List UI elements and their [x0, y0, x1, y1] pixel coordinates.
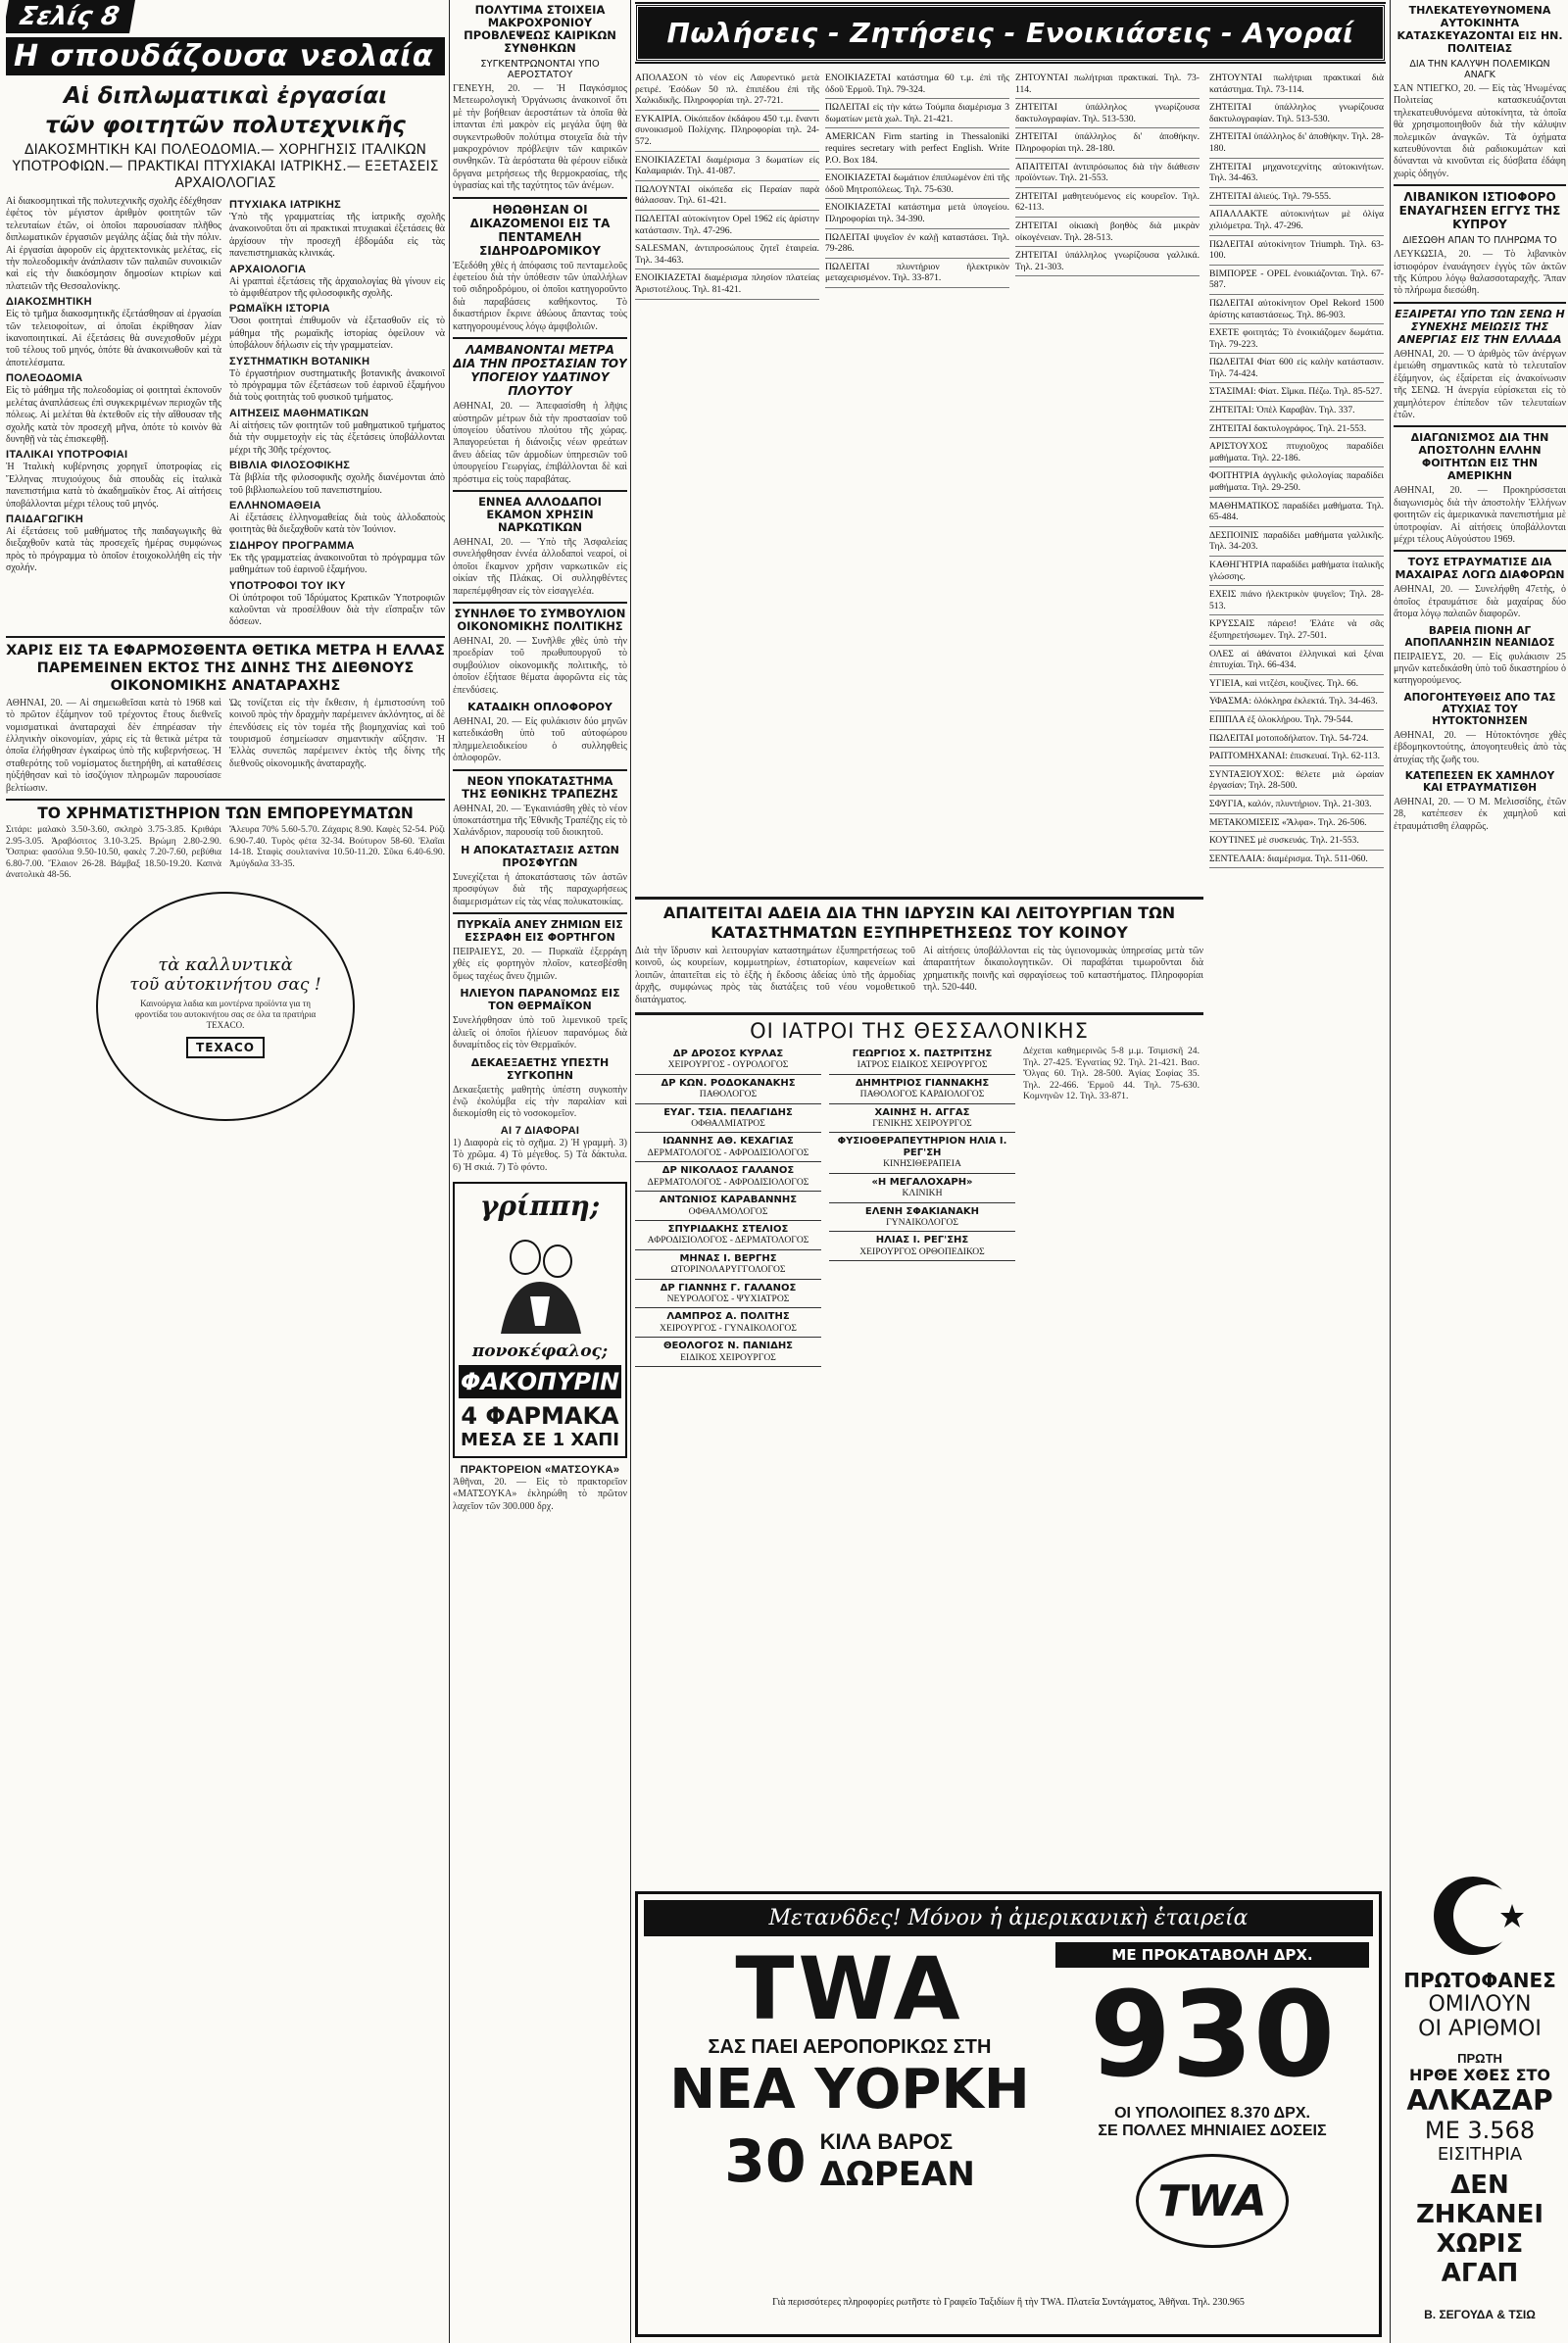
article-body: Αἱ ἐξετάσεις ἑλληνομαθείας διὰ τοὺς ἀλλοδαποὺς φοιτητὰς θὰ διεξαχθοῦν κατὰ τὸν Ἰούνιον. [229, 512, 445, 536]
article-body: Ὑπὸ τῆς γραμματείας τῆς ἰατρικῆς σχολῆς ἀνακοινοῦται ὅτι αἱ πρακτικαὶ πτυχιακαὶ ἐξετάσεις θὰ ἀρχίσουν τὴν προσεχῆ ἑβδομάδα εἰς τὰς πανεπιστημιακὰς κλινικάς. [229, 212, 445, 260]
doctor-listing [635, 1192, 821, 1221]
article-body: 1) Διαφορὰ εἰς τὸ σχῆμα. 2) Ἡ γραμμὴ. 3) Τὸ χρῶμα. 4) Τὸ μέγεθος. 5) Τὰ δάκτυλα. 6) Ἡ σκιά. 7) Τὸ φόντο. [453, 1137, 627, 1173]
headline: ΠΟΛΥΤΙΜΑ ΣΤΟΙΧΕΙΑ ΜΑΚΡΟΧΡΟΝΙΟΥ ΠΡΟΒΛΕΨΕΩΣ ΚΑΙΡΙΚΩΝ ΣΥΝΘΗΚΩΝ [464, 3, 616, 55]
ad-line: ΗΡΘΕ ΧΘΕΣ ΣΤΟ [1408, 2066, 1551, 2084]
article-body: ΑΘΗΝΑΙ, 20. — Ὑπὸ τῆς Ἀσφαλείας συνελήφθησαν ἐννέα ἀλλοδαποὶ νεαροί, οἱ ὁποῖοι ἔκαμνον χρῆσιν ναρκωτικῶν εἰς οἰκίαν τῆς Πλάκας. Οἱ συλληφθέντες παρεπέμφθησαν εἰς τὸν εἰσαγγελέα. [453, 536, 627, 597]
ad-title-2: ΟΜΙΛΟΥΝ [1428, 1992, 1532, 2017]
column-rule [449, 0, 450, 2343]
classified-ad: ΑΠΟΛΑΣΟΝ τὸ νέον εἰς Λαυρεντικό μετὰ ρετιρέ. Ἐσόδων 50 πλ. ἐπιπέδου ἐπὶ τῆς Χαλκιδικῆς. Πληροφορίαι τηλ. 27-721. [635, 70, 819, 111]
headline: ΤΗΛΕΚΑΤΕΥΘΥΝΟΜΕΝΑ ΑΥΤΟΚΙΝΗΤΑ ΚΑΤΑΣΚΕΥΑΖΟΝΤΑΙ ΕΙΣ ΗΝ. ΠΟΛΙΤΕΙΑΣ [1396, 4, 1563, 55]
doctor-listing [635, 1221, 821, 1250]
article-body: Ὅσοι φοιτηταὶ ἐπιθυμοῦν νὰ ἐξετασθοῦν εἰς τὸ μάθημα τῆς ρωμαϊκῆς ἱστορίας ὀφείλουν νὰ ὑποβάλουν δήλωσιν εἰς τὴν γραμματείαν. [229, 316, 445, 352]
doctor-specialty: ΧΕΙΡΟΥΡΓΟΣ - ΟΥΡΟΛΟΓΟΣ [667, 1059, 789, 1071]
doctor-name: ΕΛΕΝΗ ΣΦΑΚΙΑΝΑΚΗ [864, 1205, 980, 1217]
doctor-name: ΜΗΝΑΣ Ι. ΒΕΡΓΗΣ [679, 1252, 777, 1264]
ad-title: γρίππη; [479, 1189, 601, 1222]
classified-ad: ΟΛΕΣ αἱ ἀθάνατοι ἑλληνικαὶ καὶ ξέναι ἐπιτυχίαι. Τηλ. 66-434. [1209, 646, 1384, 675]
ad-footer: Β. ΣΕΓΟΥΔΑ & ΤΣΙΩ [1424, 2308, 1536, 2321]
doctor-name: ΗΛΙΑΣ Ι. ΡΕΓ'ΣΗΣ [875, 1235, 969, 1246]
classified-ad: ΣΦΥΓΙΑ, καλόν, πλυντήριον. Τηλ. 21-303. [1209, 796, 1384, 814]
doctor-name: ΔΡ ΓΙΑΝΝΗΣ Γ. ΓΑΛΑΝΟΣ [660, 1282, 797, 1294]
article-column-1 [6, 196, 221, 632]
doctor-listing [829, 1203, 1015, 1233]
classified-ad: ΖΗΤΕΙΤΑΙ ὑπάλληλος δι' ἀποθήκην. Τηλ. 28-180. [1209, 128, 1384, 158]
headline-deck: ΣΥΓΚΕΝΤΡΩΝΟΝΤΑΙ ΥΠΟ ΑΕΡΟΣΤΑΤΟΥ [480, 59, 600, 80]
classifieds-section [635, 0, 1386, 2343]
subheading: ΒΙΒΛΙΑ ΦΙΛΟΣΟΦΙΚΗΣ [229, 460, 351, 472]
classified-ad: ΡΑΠΤΟΜΗΧΑΝΑΙ: ἐπισκευαί. Τηλ. 62-113. [1209, 748, 1384, 766]
subheading: ΡΩΜΑΪΚΗ ΙΣΤΟΡΙΑ [229, 303, 330, 316]
classified-column [1015, 70, 1200, 893]
article-body: Συνεχίζεται ἡ ἀποκατάστασις τῶν ἀστῶν προσφύγων διὰ τῆς παραχωρήσεως διαμερισμάτων εἰς τὰς νέας πολυκατοικίας. [453, 871, 627, 907]
divider [453, 912, 627, 914]
article-body: Ἐξεδόθη χθὲς ἡ ἀπόφασις τοῦ πενταμελοῦς ἐφετείου διὰ τὴν ὑπόθεσιν τῶν ὑπαλλήλων τοῦ σιδηροδρόμου, οἱ ὁποῖοι κατηγοροῦντο διὰ παραβάσεις καθήκοντος. Τὸ δικαστήριον ἔκρινε ἀθώους ἅπαντας τοὺς κατηγορουμένους λόγῳ ἀμφιβολιῶν. [453, 260, 627, 332]
article-body: Ὡς τονίζεται εἰς τὴν ἔκθεσιν, ἡ ἐμπιστοσύνη τοῦ κοινοῦ πρὸς τὴν δραχμὴν παρέμεινεν ἀκλόνητος, αἱ δὲ ἐπενδύσεις εἰς τὸν τομέα τῆς βιομηχανίας καὶ τοῦ τουρισμοῦ ἐσημείωσαν σημαντικὴν αὔξησιν. Ἡ Ἑλλὰς συνεπῶς παρέμεινεν ἐκτὸς τῆς δίνης τῆς διεθνοῦς οἰκονομικῆς ἀναταραχῆς. [229, 697, 445, 769]
article-body: Ἡ Ἰταλικὴ κυβέρνησις χορηγεῖ ὑποτροφίας εἰς Ἕλληνας πτυχιούχους διὰ σπουδὰς εἰς ἰταλικὰ πανεπιστήμια κατὰ τὸ ἀκαδημαϊκὸν ἔτος. Αἱ αἰτήσεις ὑποβάλλονται μέχρι τέλους τοῦ μηνός. [6, 462, 221, 510]
twa-globe-logo: TWA [1136, 2154, 1289, 2248]
article-body: ΑΘΗΝΑΙ, 20. — Ὁ Μ. Μελισσίδης, ἐτῶν 28, κατέπεσεν ἐκ χαμηλοῦ καὶ ἐτραυμάτισθη ἐλαφρῶς. [1394, 797, 1566, 832]
doctor-specialty: ΩΤΟΡΙΝΟΛΑΡΥΓΓΟΛΟΓΟΣ [670, 1264, 786, 1276]
deposit-price: 930 [1089, 1968, 1336, 2104]
classified-ad: ΖΗΤΕΙΤΑΙ ὑπάλληλος γνωρίζουσα δακτυλογραφίαν. Τηλ. 513-530. [1015, 99, 1200, 128]
classified-ad: ΑΠΑΙΤΕΙΤΑΙ ἀντιπρόσωπος διὰ τὴν διάθεσιν προϊόντων. Τηλ. 21-553. [1015, 159, 1200, 188]
installments-line-2: ΣΕ ΠΟΛΛΕΣ ΜΗΝΙΑΙΕΣ ΔΟΣΕΙΣ [1098, 2123, 1327, 2139]
page-number: Σελίς 8 [6, 0, 135, 33]
ad-title: τὰ καλλυντικὰ [158, 953, 293, 975]
article-body: Τὰ βιβλία τῆς φιλοσοφικῆς σχολῆς διανέμονται ἀπὸ τοῦ βιβλιοπωλείου τοῦ πανεπιστημίου. [229, 472, 445, 496]
classified-ad: ΠΩΛΕΙΤΑΙ ψυγεῖον ἐν καλῇ καταστάσει. Τηλ. 79-286. [825, 229, 1009, 259]
divider [1394, 184, 1566, 186]
classified-ad: ΜΕΤΑΚΟΜΙΣΕΙΣ «Ἄλφα». Τηλ. 26-506. [1209, 814, 1384, 833]
doctor-specialty: ΟΦΘΑΛΜΟΛΟΓΟΣ [688, 1205, 768, 1217]
baggage-kilos: 30 [724, 2127, 807, 2196]
subheading: ΠΤΥΧΙΑΚΑ ΙΑΤΡΙΚΗΣ [229, 199, 342, 211]
doctor-specialty: ΓΥΝΑΙΚΟΛΟΓΟΣ [886, 1216, 958, 1228]
article-body: Δεκαεξαετὴς μαθητὴς ὑπέστη συγκοπὴν ἐνῷ ἐκολύμβα εἰς τὴν παραλίαν καὶ διεκομίσθη εἰς τὸ νοσοκομεῖον. [453, 1084, 627, 1120]
subheading: ΑΙ 7 ΔΙΑΦΟΡΑΙ [500, 1124, 580, 1137]
classified-ad: ΖΗΤΟΥΝΤΑΙ πωλήτριαι πρακτικαί. Τηλ. 73-114. [1015, 70, 1200, 99]
subheading: ΣΙΔΗΡΟΥ ΠΡΟΓΡΑΜΜΑ [229, 539, 355, 552]
headline: ΗΛΙΕΥΟΝ ΠΑΡΑΝΟΜΩΣ ΕΙΣ ΤΟΝ ΘΕΡΜΑΪΚΟΝ [460, 987, 620, 1013]
article-body: ΑΘΗΝΑΙ, 20. — Ἐγκαινιάσθη χθὲς τὸ νέον ὑποκατάστημα τῆς Ἐθνικῆς Τραπέζης εἰς τὸ Χαλάνδριον, παρουσίᾳ τοῦ διοικητοῦ. [453, 803, 627, 839]
headline: ΧΑΡΙΣ ΕΙΣ ΤΑ ΕΦΑΡΜΟΣΘΕΝΤΑ ΘΕΤΙΚΑ ΜΕΤΡΑ Η ΕΛΛΑΣ ΠΑΡΕΜΕΙΝΕΝ ΕΚΤΟΣ ΤΗΣ ΔΙΝΗΣ ΤΗΣ ΔΙΕΘΝΟΥΣ ΟΙΚΟΝΟΜΙΚΗΣ ΑΝΑΤΑΡΑΧΗΣ [6, 642, 445, 694]
classified-column [635, 70, 819, 893]
news-column [453, 0, 627, 2343]
classified-ad: ΖΗΤΟΥΝΤΑΙ πωλήτριαι πρακτικαί διὰ κατάστημα. Τηλ. 73-114. [1209, 70, 1384, 99]
doctor-listing [635, 1250, 821, 1280]
divider [6, 799, 445, 801]
article-body: ΑΘΗΝΑΙ, 20. — Ὁ ἀριθμὸς τῶν ἀνέργων ἐμειώθη σημαντικῶς κατὰ τὸ τελευταῖον ἑξάμηνον, ὡς ἐξαίρεται εἰς ἀνακοίνωσιν τῆς ΣΕΝΩ. Ἡ ἀνεργία εὑρίσκεται εἰς τὸ χαμηλότερον ἐπίπεδον τῶν τελευταίων ἐτῶν. [1394, 348, 1566, 420]
classified-ad: ΚΑΘΗΓΗΤΡΙΑ παραδίδει μαθήματα ἰταλικῆς γλώσσης. [1209, 557, 1384, 586]
headline: ΒΑΡΕΙΑ ΠΙΟΝΗ ΑΓ ΑΠΟΠΛΑΝΗΣΙΝ ΝΕΑΝΙΔΟΣ [1404, 624, 1555, 649]
doctor-name: ΣΠΥΡΙΔΑΚΗΣ ΣΤΕΛΙΟΣ [667, 1223, 789, 1235]
classified-ad: ΜΑΘΗΜΑΤΙΚΟΣ παραδίδει μαθήματα. Τηλ. 65-484. [1209, 498, 1384, 527]
ad-tagline: Μεταν6δες! Μόνον ἡ ἀμερικανικὴ ἑταιρεία [644, 1900, 1373, 1936]
doctor-name: ΓΕΩΡΓΙΟΣ Χ. ΠΑΣΤΡΙΤΣΗΣ [852, 1049, 993, 1060]
student-section [6, 0, 445, 2343]
classified-ad: ΕΧΕΙΣ πιάνο ἠλεκτρικὸν ψυγεῖον; Τηλ. 28-513. [1209, 586, 1384, 615]
doctor-listing [829, 1133, 1015, 1173]
classified-ad: ΠΩΛΕΙΤΑΙ αὐτοκίνητον Opel 1962 εἰς ἀρίστην κατάστασιν. Τηλ. 47-296. [635, 211, 819, 240]
doctors-directory [635, 1046, 1203, 1367]
classified-ad: ΣΕΝΤΕΛΑΙΑ: διαμέρισμα. Τηλ. 511-060. [1209, 851, 1384, 869]
doctor-listing [635, 1162, 821, 1192]
doctor-listing [829, 1104, 1015, 1134]
ad-claim: 4 ΦΑΡΜΑΚΑ [461, 1401, 619, 1430]
doctors-directory-title: ΟΙ ΙΑΤΡΟΙ ΤΗΣ ΘΕΣΣΑΛΟΝΙΚΗΣ [750, 1019, 1089, 1044]
doctor-name: ΔΗΜΗΤΡΙΟΣ ΓΙΑΝΝΑΚΗΣ [855, 1077, 990, 1089]
doctor-specialty: ΔΕΡΜΑΤΟΛΟΓΟΣ - ΑΦΡΟΔΙΣΙΟΛΟΓΟΣ [647, 1176, 809, 1188]
ad-tagline: πονοκέφαλος; [471, 1341, 609, 1361]
headline: ΠΥΡΚΑΪΑ ΑΝΕΥ ΖΗΜΙΩΝ ΕΙΣ ΕΣΣΡΑΦΗ ΕΙΣ ΦΟΡΤΗΓΟΝ [457, 918, 623, 945]
article-body: ΑΘΗΝΑΙ, 20. — Συνελήφθη 47ετὴς, ὁ ὁποῖος ἐτραυμάτισε διὰ μαχαίρας δύο ἄτομα λόγῳ παλαιῶν διαφορῶν. [1394, 584, 1566, 620]
film-title: ΔΕΝ ΖΗΚΑΝΕΙ [1415, 2171, 1544, 2229]
divider [453, 337, 627, 339]
headline-deck: ΔΙΕΣΩΘΗ ΑΠΑΝ ΤΟ ΠΛΗΡΩΜΑ ΤΟ [1402, 235, 1557, 247]
article-body: Διὰ τὴν ἵδρυσιν καὶ λειτουργίαν καταστημάτων ἐξυπηρετήσεως τοῦ κοινοῦ, ὡς κουρείων, κομμωτηρίων, ἐστιατορίων, καφενείων καὶ λοιπῶν, ἀπαιτεῖται εἰς τὸ ἑξῆς ἡ ἔκδοσις ἀδείας ὑπὸ τῆς ἁρμοδίας ἀρχῆς, συμφώνως πρὸς τὰς διατάξεις τοῦ νέου νομοθετικοῦ διατάγματος. [635, 946, 915, 1005]
article-license [635, 946, 1203, 1006]
headline-line-2: τῶν φοιτητῶν πολυτεχνικῆς [45, 113, 406, 138]
article-body: ΑΘΗΝΑΙ, 20. — Προκηρύσσεται διαγωνισμὸς διὰ τὴν ἀποστολὴν Ἑλλήνων φοιτητῶν εἰς ἀμερικανικὰ πανεπιστήμια μὲ ὑποτροφίαν. Αἱ αἰτήσεις ὑποβάλλονται μέχρι τέλους Αὐγούστου 1969. [1394, 485, 1566, 545]
article-body: ΑΘΗΝΑΙ, 20. — Συνῆλθε χθὲς ὑπὸ τὴν προεδρίαν τοῦ πρωθυπουργοῦ τὸ συμβούλιον οἰκονομικῆς πολιτικῆς, τὸ ὁποῖον ἐξήτασε θέματα ἀφορῶντα εἰς τὰς ἐπενδύσεις. [453, 635, 627, 696]
classified-ad: ΠΩΛΟΥΝΤΑΙ οἰκόπεδα εἰς Περαίαν παρὰ θάλασσαν. Τηλ. 61-421. [635, 181, 819, 211]
doctor-name: ΦΥΣΙΟΘΕΡΑΠΕΥΤΗΡΙΟΝ ΗΛΙΑ Ι. ΡΕΓ'ΣΗ [837, 1136, 1007, 1158]
article-body: Αἱ ἐξετάσεις τοῦ μαθήματος τῆς παιδαγωγικῆς θὰ διεξαχθοῦν κατὰ τὰς προσεχεῖς ἡμέρας συμφώνως πρὸς τὸ πρόγραμμα τὸ ὁποῖον ἐτοιχοκολλήθη εἰς τὴν σχολήν. [6, 525, 221, 574]
doctor-specialty: ΠΑΘΟΛΟΓΟΣ [699, 1089, 758, 1100]
classified-ad: ΠΩΛΕΙΤΑΙ αὐτοκίνητον Triumph. Τηλ. 63-100. [1209, 236, 1384, 266]
baggage-label: ΚΙΛΑ ΒΑΡΟΣ [819, 2129, 954, 2154]
section-title: Η σπουδάζουσα νεολαία [6, 37, 445, 75]
divider [6, 636, 445, 638]
article-body: ΑΘΗΝΑΙ, 20. — Αἱ σημειωθεῖσαι κατὰ τὸ 1968 καὶ τὸ πρῶτον ἑξάμηνον τοῦ τρέχοντος ἔτους διεθνεῖς νομισματικαὶ ἀναταραχαὶ δὲν ἐπηρέασαν τὴν ἑλληνικὴν οἰκονομίαν, χάρις εἰς τὰ θετικὰ μέτρα τὰ ὁποῖα ἐλήφθησαν ἐγκαίρως ὑπὸ τῆς κυβερνήσεως. Ἡ σταθερότης τοῦ νομίσματος διετηρήθη, αἱ καταθέσεις ηὐξήθησαν καὶ τὸ ἰσοζύγιον πληρωμῶν παρουσίασε βελτίωσιν. [6, 697, 221, 794]
doctor-listing [829, 1075, 1015, 1104]
divider [1394, 425, 1566, 427]
article-body: ΣΑΝ ΝΤΙΕΓΚΟ, 20. — Εἰς τὰς Ἡνωμένας Πολιτείας κατασκευάζονται τηλεκατευθυνόμενα αὐτοκίνητα, τὰ ὁποῖα θὰ χρησιμοποιηθοῦν διὰ τὴν κάλυψιν πολεμικῶν ἀναγκῶν. Τὰ ὀχήματα κατευθύνονται διὰ ραδιοκυμάτων καὶ δύνανται νὰ κινοῦνται εἰς δύσβατα ἐδάφη χωρὶς ὁδηγόν. [1394, 83, 1566, 179]
doctor-specialty: ΚΛΙΝΙΚΗ [902, 1188, 943, 1199]
article-body: Εἰς τὸ μάθημα τῆς πολεοδομίας οἱ φοιτηταὶ ἐκπονοῦν μελέτας ἀναπλάσεως ἐπὶ συγκεκριμένων περιοχῶν τῆς πόλεως. Αἱ μελέται θὰ ἐκτεθοῦν εἰς τὴν αἴθουσαν τῆς σχολῆς κατὰ τὸν προσεχῆ μῆνα, ὁπότε τὸ κοινὸν θὰ δυνηθῇ νὰ τὰς ἐπισκεφθῇ. [6, 385, 221, 445]
headline: ΔΙΑΓΩΝΙΣΜΟΣ ΔΙΑ ΤΗΝ ΑΠΟΣΤΟΛΗΝ ΕΛΛΗΝ ΦΟΙΤΗΤΩΝ ΕΙΣ ΤΗΝ ΑΜΕΡΙΚΗΝ [1410, 431, 1549, 483]
classified-ad: ΖΗΤΕΙΤΑΙ μαθητευόμενος εἰς κουρεῖον. Τηλ. 62-113. [1015, 188, 1200, 218]
sick-couple-illustration [481, 1228, 599, 1336]
divider [453, 197, 627, 199]
ticket-count: ΜΕ 3.568 [1424, 2117, 1536, 2144]
article-body: Σιτάρι: μαλακὸ 3.50-3.60, σκληρὸ 3.75-3.85. Κριθάρι 2.95-3.05. Ἀραβόσιτος 3.10-3.25. Βρώμη 2.80-2.90. Ὄσπρια: φασόλια 9.50-10.50, φακὲς 7.20-7.60, ρεβύθια 6.80-7.00. Ἔλαιον 26-28. Βάμβαξ 18.50-19.20. Καπνὰ ἀνατολικὰ 48-56. [6, 825, 221, 881]
article-body: ΑΘΗΝΑΙ, 20. — Ηὐτοκτόνησε χθὲς ἑβδομηκοντούτης, ἀπογοητευθεὶς ἀπὸ τὰς ἀτυχίας τῆς ζωῆς του. [1394, 729, 1566, 765]
doctor-name: ΙΩΑΝΝΗΣ ΑΘ. ΚΕΧΑΓΙΑΣ [662, 1136, 794, 1147]
article-body: Αἱ γραπταὶ ἐξετάσεις τῆς ἀρχαιολογίας θὰ γίνουν εἰς τὸ ἀμφιθέατρον τῆς φιλοσοφικῆς σχολῆς. [229, 275, 445, 300]
headline: ΕΝΝΕΑ ΑΛΛΟΔΑΠΟΙ ΕΚΑΜΟΝ ΧΡΗΣΙΝ ΝΑΡΚΩΤΙΚΩΝ [478, 494, 602, 534]
divider [453, 769, 627, 771]
doctor-specialty: ΙΑΤΡΟΣ ΕΙΔΙΚΟΣ ΧΕΙΡΟΥΡΓΟΣ [857, 1059, 988, 1071]
headline: ΛΙΒΑΝΙΚΟΝ ΙΣΤΙΟΦΟΡΟ ΕΝΑΥΑΓΗΣΕΝ ΕΓΓΥΣ ΤΗΣ ΚΥΠΡΟΥ [1398, 190, 1561, 232]
crescent-star-icon [1426, 1867, 1534, 1965]
classified-ads-grid [635, 70, 1203, 893]
doctors-list-right [829, 1046, 1015, 1367]
headline: ΑΠΑΙΤΕΙΤΑΙ ΑΔΕΙΑ ΔΙΑ ΤΗΝ ΙΔΡΥΣΙΝ ΚΑΙ ΛΕΙΤΟΥΡΓΙΑΝ ΤΩΝ ΚΑΤΑΣΤΗΜΑΤΩΝ ΕΞΥΠΗΡΕΤΗΣΕΩΣ ΤΟΥ ΚΟΙΝΟΥ [662, 903, 1176, 942]
ad-footer: Γιὰ περισσότερες πληροφορίες ρωτῆστε τὸ Γραφεῖο Ταξιδίων ἢ τὴν TWA. Πλατεῖα Συντάγματος, Ἀθῆναι. Τηλ. 230.965 [772, 2297, 1245, 2308]
subheading: ΣΥΣΤΗΜΑΤΙΚΗ ΒΟΤΑΝΙΚΗ [229, 355, 370, 367]
doctor-name: «Η ΜΕΓΑΛΟΧΑΡΗ» [871, 1176, 973, 1188]
divider [635, 897, 1203, 900]
classified-ad: ΖΗΤΕΙΤΑΙ ὑπάλληλος δι' ἀποθήκην. Πληροφορίαι τηλ. 28-180. [1015, 128, 1200, 158]
article-body: Ἄλευρα 70% 5.60-5.70. Ζάχαρις 8.90. Καφὲς 52-54. Ρύζι 6.90-7.40. Τυρὸς φέτα 32-34. Βούτυρον 58-60. Ἐλαῖαι 14-18. Σταφὶς σουλτανίνα 10.50-11.20. Σῦκα 6.40-6.90. Ἀμύγδαλα 33-35. [229, 825, 445, 869]
article-body: ΠΕΙΡΑΙΕΥΣ, 20. — Εἰς φυλάκισιν 25 μηνῶν κατεδικάσθη ὑπὸ τοῦ δικαστηρίου ὁ κατηγορούμενος. [1394, 651, 1566, 687]
subheading: ΙΤΑΛΙΚΑΙ ΥΠΟΤΡΟΦΙΑΙ [6, 449, 128, 462]
classified-ad: ΠΩΛΕΙΤΑΙ εἰς τὴν κάτω Τούμπα διαμέρισμα 3 δωματίων μετὰ χωλ. Τηλ. 21-421. [825, 99, 1009, 128]
classified-ad: ΖΗΤΕΙΤΑΙ μηχανοτεχνίτης αὐτοκινήτων. Τηλ. 34-463. [1209, 159, 1384, 188]
article-body: Ἀθῆναι, 20. — Εἰς τὸ πρακτορεῖον «ΜΑΤΣΟΥΚΑ» ἐκληρώθη τὸ πρῶτον λαχεῖον τῶν 300.000 δρχ. [453, 1476, 627, 1512]
classified-ad: ΕΝΟΙΚΙΑΖΕΤΑΙ δωμάτιον ἐπιπλωμένον ἐπὶ τῆς ὁδοῦ Μητροπόλεως. Τηλ. 75-630. [825, 170, 1009, 199]
classified-ad: ΖΗΤΕΙΤΑΙ ἀλιεύς. Τηλ. 79-555. [1209, 188, 1384, 207]
doctor-name: ΔΡ ΚΩΝ. ΡΟΔΟΚΑΝΑΚΗΣ [661, 1077, 796, 1089]
doctor-listing [829, 1232, 1015, 1261]
classified-ad: ΕΠΙΠΛΑ ἐξ ὁλοκλήρου. Τηλ. 79-544. [1209, 711, 1384, 730]
classified-ad: ΕΝΟΙΚΙΑΖΕΤΑΙ κατάστημα μετὰ ὑπογείου. Πληροφορίαι τηλ. 34-390. [825, 199, 1009, 228]
doctor-name: ΔΡ ΔΡΟΣΟΣ ΚΥΡΛΑΣ [672, 1049, 784, 1060]
ad-claim-2: ΜΕΣΑ ΣΕ 1 ΧΑΠΙ [461, 1429, 619, 1450]
classified-ad: ΣΤΑΣΙΜΑΙ: Φίατ. Σῖμκα. Πέζω. Τηλ. 85-527. [1209, 383, 1384, 402]
doctor-specialty: ΑΦΡΟΔΙΣΙΟΛΟΓΟΣ - ΔΕΡΜΑΤΟΛΟΓΟΣ [647, 1235, 809, 1246]
doctor-name: ΑΝΤΩΝΙΟΣ ΚΑΡΑΒΑΝΝΗΣ [659, 1195, 798, 1206]
article-body: ΑΘΗΝΑΙ, 20. — Ἀπεφασίσθη ἡ λῆψις αὐστηρῶν μέτρων διὰ τὴν προστασίαν τοῦ ὑπογείου ὑδατίνου πλούτου τῆς χώρας. Ἀπαγορεύεται ἡ διάνοιξις νέων φρεάτων ἄνευ ἀδείας τῶν ἁρμοδίων ὑπηρεσιῶν τοῦ ὑπουργείου Γεωργίας, ἐπιβάλλονται δὲ καὶ πρόστιμα εἰς τοὺς παραβάτας. [453, 401, 627, 485]
article-body: ΠΕΙΡΑΙΕΥΣ, 20. — Πυρκαϊὰ ἐξερράγη χθὲς εἰς φορτηγὸν πλοῖον, κατεσβέσθη ὅμως ταχέως ἄνευ ζημιῶν. [453, 947, 627, 982]
free-label: ΔΩΡΕΑΝ [819, 2155, 975, 2194]
doctor-listing [635, 1338, 821, 1367]
commodity-prices [6, 825, 445, 882]
classified-ad: ΔΕΣΠΟΙΝΙΣ παραδίδει μαθήματα γαλλικῆς. Τηλ. 34-203. [1209, 527, 1384, 557]
subheading: ΠΡΑΚΤΟΡΕΙΟΝ «ΜΑΤΣΟΥΚΑ» [460, 1463, 620, 1476]
headline: ΝΕΟΝ ΥΠΟΚΑΤΑΣΤΗΜΑ ΤΗΣ ΕΘΝΙΚΗΣ ΤΡΑΠΕΖΗΣ [462, 773, 618, 801]
article-economy [6, 698, 445, 795]
twa-advertisement [635, 1891, 1382, 2337]
headline-deck: ΔΙΑ ΤΗΝ ΚΑΛΥΨΗ ΠΟΛΕΜΙΚΩΝ ΑΝΑΓΚ [1409, 59, 1550, 80]
article-body: Συνελήφθησαν ὑπὸ τοῦ λιμενικοῦ τρεῖς ἁλιεῖς οἱ ὁποῖοι ἡλίευον παρανόμως διὰ δυναμίτιδος εἰς τὸν Θερμαϊκόν. [453, 1015, 627, 1051]
brand-name: ΦΑΚΟΠΥΡΙΝ [459, 1365, 621, 1398]
classified-ad: ΕΧΕΤΕ φοιτητάς; Τὸ ἐνοικιάζομεν δωμάτια. Τηλ. 79-223. [1209, 324, 1384, 354]
headline: ΤΟΥΣ ΕΤΡΑΥΜΑΤΙΣΕ ΔΙΑ ΜΑΧΑΙΡΑΣ ΛΟΓΩ ΔΙΑΦΟΡΩΝ [1395, 556, 1565, 582]
classified-ad: ΥΓΙΕΙΑ, καὶ νιτζέσι, κουζίνες. Τηλ. 66. [1209, 675, 1384, 694]
divider [1394, 302, 1566, 304]
doctor-listing [635, 1280, 821, 1309]
classified-ad: ΥΦΑΣΜΑ: ὁλόκληρα ἐκλεκτά. Τηλ. 34-463. [1209, 693, 1384, 711]
headline: Η ΑΠΟΚΑΤΑΣΤΑΣΙΣ ΑΣΤΩΝ ΠΡΟΣΦΥΓΩΝ [461, 843, 619, 869]
headline: ΛΑΜΒΑΝΟΝΤΑΙ ΜΕΤΡΑ ΔΙΑ ΤΗΝ ΠΡΟΣΤΑΣΙΑΝ ΤΟΥ ΥΠΟΓΕΙΟΥ ΥΔΑΤΙΝΟΥ ΠΛΟΥΤΟΥ [453, 343, 627, 399]
doctor-specialty: ΕΙΔΙΚΟΣ ΧΕΙΡΟΥΡΓΟΣ [680, 1351, 776, 1363]
alcazar-cinema-advertisement [1394, 1867, 1566, 2337]
classified-ad: ΕΝΟΙΚΙΑΖΕΤΑΙ διαμέρισμα 3 δωματίων εἰς Καλαμαριάν. Τηλ. 41-087. [635, 152, 819, 181]
phakopyrin-advertisement [453, 1182, 627, 1458]
classified-ad: ΖΗΤΕΙΤΑΙ δακτυλογράφος. Τηλ. 21-553. [1209, 420, 1384, 439]
ad-body: Καινούργια λαδια και μοντέρνα προϊόντα για τη φροντίδα του αυτοκινήτου σας σε όλα τα πρατήρια TEXACO. [134, 998, 317, 1030]
doctor-name: ΕΥΑΓ. ΤΣΙΑ. ΠΕΛΑΓΙΔΗΣ [663, 1106, 793, 1118]
ad-title: ΠΡΩΤΟΦΑΝΕΣ [1403, 1969, 1556, 1992]
headline: ΣΥΝΗΛΘΕ ΤΟ ΣΥΜΒΟΥΛΙΟΝ ΟΙΚΟΝΟΜΙΚΗΣ ΠΟΛΙΤΙΚΗΣ [454, 606, 626, 633]
classified-ad: ΑΡΙΣΤΟΥΧΟΣ πτυχιοῦχος παραδίδει μαθήματα. Τηλ. 22-186. [1209, 438, 1384, 467]
subheading: ΕΛΛΗΝΟΜΑΘΕΙΑ [229, 499, 321, 512]
classified-ad: SALESMAN, ἀντιπροσώπους ζητεῖ ἑταιρεία. Τηλ. 34-463. [635, 240, 819, 269]
doctor-specialty: ΔΕΡΜΑΤΟΛΟΓΟΣ - ΑΦΡΟΔΙΣΙΟΛΟΓΟΣ [647, 1147, 809, 1158]
divider [453, 602, 627, 604]
classified-ad: ΦΟΙΤΗΤΡΙΑ ἀγγλικῆς φιλολογίας παραδίδει μαθήματα. Τηλ. 29-250. [1209, 467, 1384, 497]
doctor-specialty: ΠΑΘΟΛΟΓΟΣ ΚΑΡΔΙΟΛΟΓΟΣ [859, 1089, 985, 1100]
headline: ΤΟ ΧΡΗΜΑΤΙΣΤΗΡΙΟΝ ΤΩΝ ΕΜΠΟΡΕΥΜΑΤΩΝ [37, 805, 414, 822]
right-news-column [1394, 0, 1566, 2343]
classified-ad: ΣΥΝΤΑΞΙΟΥΧΟΣ: θέλετε μιὰ ὡραίαν ἐργασίαν; Τηλ. 28-500. [1209, 766, 1384, 796]
headline: ΚΑΤΑΔΙΚΗ ΟΠΛΟΦΟΡΟΥ [467, 701, 612, 713]
doctor-name: ΛΑΜΠΡΟΣ Α. ΠΟΛΙΤΗΣ [666, 1311, 790, 1323]
cinema-name: ΑΛΚΑΖΑΡ [1406, 2084, 1553, 2117]
classified-ad: ΑΠΑΛΛΑΚΤΕ αὐτοκινήτων μὲ ὀλίγα χιλιόμετρα. Τηλ. 47-296. [1209, 206, 1384, 235]
doctor-specialty: ΓΕΝΙΚΗΣ ΧΕΙΡΟΥΡΓΟΣ [872, 1118, 972, 1130]
article-body: Δέχεται καθημερινῶς 5-8 μ.μ. Τσιμισκῆ 24. Τηλ. 27-425. Ἐγνατίας 92. Τηλ. 21-421. Βασ. Ὄλγας 60. Τηλ. 28-500. Ἀγίας Σοφίας 35. Τηλ. 22-466. Ἑρμοῦ 44. Τηλ. 75-630. Κομνηνῶν 12. Τηλ. 33-871. [1023, 1046, 1200, 1102]
doctor-specialty: ΚΙΝΗΣΙΘΕΡΑΠΕΙΑ [883, 1158, 961, 1170]
column-rule [630, 0, 631, 2343]
classified-ad: ΖΗΤΕΙΤΑΙ ὑπάλληλος γνωρίζουσα δακτυλογραφίαν. Τηλ. 513-530. [1209, 99, 1384, 128]
subheading: ΔΙΑΚΟΣΜΗΤΙΚΗ [6, 296, 92, 309]
doctor-listing [635, 1133, 821, 1162]
article-body: ΓΕΝΕΥΗ, 20. — Ἡ Παγκόσμιος Μετεωρολογικὴ Ὀργάνωσις ἀνακοινοῖ ὅτι μὲ τὴν βοήθειαν ἀεροστάτων τὰ ὁποῖα θὰ ἱπτανται ἐπὶ μακρὸν εἰς μεγάλα ὕψη θὰ συγκεντρωθοῦν πολύτιμα στοιχεῖα διὰ τὴν μακροχρόνιον πρόβλεψιν τῶν καιρικῶν συνθηκῶν. Τὰ ἀερόστατα θὰ φέρουν εἰδικὰ ὄργανα μετρήσεως τῆς θερμοκρασίας, τῆς ὑγρασίας καὶ τῆς ταχύτητος τῶν ἀνέμων. [453, 83, 627, 192]
doctor-listing [635, 1308, 821, 1338]
classified-ad: ΚΟΥΤΙΝΕΣ μὲ συσκευάς. Τηλ. 21-553. [1209, 832, 1384, 851]
doctor-listing [635, 1075, 821, 1104]
classified-column [825, 70, 1009, 893]
ad-illustration [481, 1228, 599, 1336]
article-body: Εἰς τὸ τμῆμα διακοσμητικῆς ἐξετάσθησαν αἱ ἐργασίαι τῶν τελειοφοίτων, αἱ ὁποῖαι ἐκρίθησαν λίαν ἱκανοποιητικαί. Αἱ ἐξετάσεις θὰ συνεχισθοῦν μέχρι τοῦ τέλους τοῦ μηνός, ὁπότε θὰ ἀνακοινωθοῦν καὶ τὰ ἀποτελέσματα. [6, 309, 221, 368]
installments-line-1: ΟΙ ΥΠΟΛΟΙΠΕΣ 8.370 ΔΡΧ. [1114, 2105, 1310, 2122]
doctor-specialty: ΝΕΥΡΟΛΟΓΟΣ - ΨΥΧΙΑΤΡΟΣ [666, 1293, 790, 1304]
headline: ΔΕΚΑΕΞΑΕΤΗΣ ΥΠΕΣΤΗ ΣΥΓΚΟΠΗΝ [470, 1055, 610, 1082]
texaco-logo: TEXACO [186, 1037, 265, 1058]
doctors-list-left [635, 1046, 821, 1367]
classified-ad: ΠΩΛΕΙΤΑΙ Φίατ 600 εἰς καλὴν κατάστασιν. Τηλ. 74-424. [1209, 354, 1384, 383]
classified-ad: ΖΗΤΕΙΤΑΙ: Ὀπὲλ Καραβὰν. Τηλ. 337. [1209, 402, 1384, 420]
texaco-advertisement [96, 892, 355, 1121]
ad-line: ΣΑΣ ΠΑΕΙ ΑΕΡΟΠΟΡΙΚΩΣ ΣΤΗ [708, 2036, 992, 2058]
headline: ΗΘΩΘΗΣΑΝ ΟΙ ΔΙΚΑΖΟΜΕΝΟΙ ΕΙΣ ΤΑ ΠΕΝΤΑΜΕΛΗ ΣΙΔΗΡΟΔΡΟΜΙΚΟΥ [469, 202, 611, 258]
classified-ad: ΚΡΥΣΣΑΙΣ πάρεισ! Ἐλάτε νὰ σᾶς ἐξυπηρετήσωμεν. Τηλ. 27-501. [1209, 615, 1384, 645]
classified-ad: AMERICAN Firm starting in Thessaloniki requires secretary with perfect English. Write P.O. Box 184. [825, 128, 1009, 170]
twa-logo: TWA [735, 1938, 964, 2039]
doctor-listing [635, 1104, 821, 1134]
ad-subtitle: τοῦ αὐτοκινήτου σας ! [129, 974, 321, 995]
doctor-listing [635, 1046, 821, 1075]
article-column-2 [229, 196, 445, 632]
headline: Αἱ διπλωματικαὶ ἐργασίαι [63, 83, 388, 109]
classified-ad: ΒΙΜΠΟΡΣΕ - OPEL ἐνοικιάζονται. Τηλ. 67-587. [1209, 266, 1384, 295]
article-body: Αἱ αἰτήσεις τῶν φοιτητῶν τοῦ μαθηματικοῦ τμήματος διὰ τὴν συμμετοχὴν εἰς τὰς ἐξετάσεις ὑποβάλλονται μέχρι τῆς 30ῆς τρέχοντος. [229, 419, 445, 456]
divider [453, 490, 627, 492]
subheading: ΑΙΤΗΣΕΙΣ ΜΑΘΗΜΑΤΙΚΩΝ [229, 407, 369, 419]
article-body: Ἐκ τῆς γραμματείας ἀνακοινοῦται τὸ πρόγραμμα τῶν μαθημάτων τοῦ ἐαρινοῦ ἑξαμήνου. [229, 552, 445, 576]
headline: ΑΠΟΓΟΗΤΕΥΘΕΙΣ ΑΠΟ ΤΑΣ ΑΤΥΧΙΑΣ ΤΟΥ ΗΥΤΟΚΤΟΝΗΣΕΝ [1403, 691, 1556, 727]
article-body: Οἱ ὑπότροφοι τοῦ Ἱδρύματος Κρατικῶν Ὑποτροφιῶν καλοῦνται νὰ προσέλθουν διὰ τὴν εἴσπραξιν τῶν δόσεων. [229, 592, 445, 628]
divider [1394, 550, 1566, 552]
article-body: Αἱ διακοσμητικαὶ τῆς πολυτεχνικῆς σχολῆς ἐδέχθησαν ἐφέτος τὸν μέγιστον ἀριθμὸν φοιτητῶν τῶν τελευταίων ἐτῶν, οἱ ὁποῖοι παρουσίασαν πλῆθος διπλωματικῶν ἐργασιῶν μεγάλης ἀξίας διὰ τὴν πόλιν. Αἱ ἐργασίαι ἀφοροῦν εἰς ἀρχιτεκτονικὰς μελέτας, εἰς τὴν πολεοδομικὴν ἀνάπλασιν τῶν παλαιῶν συνοικιῶν καὶ εἰς τὴν διακόσμησιν δημοσίων κτιρίων καὶ πλατειῶν τῆς Θεσσαλονίκης. [6, 196, 221, 292]
subheading: ΥΠΟΤΡΟΦΟΙ ΤΟΥ ΙΚΥ [229, 579, 346, 592]
doctor-specialty: ΧΕΙΡΟΥΡΓΟΣ - ΓΥΝΑΙΚΟΛΟΓΟΣ [660, 1322, 797, 1334]
divider [635, 1012, 1203, 1015]
classified-column-right [1209, 70, 1384, 1657]
classified-ad: ΕΝΟΙΚΙΑΖΕΤΑΙ διαμέρισμα πλησίον πλατείας Ἀριστοτέλους. Τηλ. 81-421. [635, 269, 819, 299]
ad-title-3: ΟΙ ΑΡΙΘΜΟΙ [1418, 2017, 1542, 2041]
doctor-name: ΧΑΙΝΗΣ Η. ΑΓΓΑΣ [874, 1106, 970, 1118]
headline: ΚΑΤΕΠΕΣΕΝ ΕΚ ΧΑΜΗΛΟΥ ΚΑΙ ΕΤΡΑΥΜΑΤΙΣΘΗ [1404, 770, 1555, 794]
classified-ad: ΖΗΤΕΙΤΑΙ οἰκιακὴ βοηθὸς διὰ μικρὰν οἰκογένειαν. Τηλ. 28-513. [1015, 218, 1200, 247]
film-title-2: ΧΩΡΙΣ ΑΓΑΠ [1436, 2229, 1524, 2288]
classified-ad: ΠΩΛΕΙΤΑΙ μοτοποδήλατον. Τηλ. 54-724. [1209, 730, 1384, 749]
ad-line: ΠΡΩΤΗ [1457, 2051, 1502, 2066]
classified-ad: ΕΝΟΙΚΙΑΖΕΤΑΙ κατάστημα 60 τ.μ. ἐπὶ τῆς ὁδοῦ Ἑρμοῦ. Τηλ. 79-324. [825, 70, 1009, 99]
classifieds-banner: Πωλήσεις - Ζητήσεις - Ενοικιάσεις - Αγοραί [635, 4, 1386, 62]
classified-ad: ΕΥΚΑΙΡΙΑ. Οἰκόπεδον ἐκδάφου 450 τ.μ. ἔναντι συνοικισμοῦ Πολίχνης. Πληροφορίαι τηλ. 24-572. [635, 111, 819, 152]
destination-city: ΝΕΑ ΥΟΡΚΗ [669, 2058, 1030, 2122]
column-rule [1390, 0, 1391, 2343]
classified-ad: ΖΗΤΕΙΤΑΙ ὑπάλληλος γνωρίζουσα γαλλικά. Τηλ. 21-303. [1015, 247, 1200, 276]
doctor-listing [829, 1046, 1015, 1075]
doctor-specialty: ΧΕΙΡΟΥΡΓΟΣ ΟΡΘΟΠΕΔΙΚΟΣ [859, 1245, 985, 1257]
subheading: ΠΑΙΔΑΓΩΓΙΚΗ [6, 513, 84, 525]
classified-ad: ΠΩΛΕΙΤΑΙ αὐτοκίνητον Opel Rekord 1500 ἀρίστης καταστάσεως. Τηλ. 86-903. [1209, 295, 1384, 324]
article-body: ΛΕΥΚΩΣΙΑ, 20. — Τὸ λιβανικὸν ἱστιοφόρον ἐναυάγησεν ἐγγὺς τῶν ἀκτῶν τῆς Κύπρου λόγῳ θαλασσοταραχῆς. Ἅπαν τὸ πλήρωμα διεσώθη. [1394, 249, 1566, 297]
classified-ad: ΠΩΛΕΙΤΑΙ πλυντήριον ἠλεκτρικὸν μεταχειρισμένον. Τηλ. 33-871. [825, 259, 1009, 288]
article-body: ΑΘΗΝΑΙ, 20. — Εἰς φυλάκισιν δύο μηνῶν κατεδικάσθη ὑπὸ τοῦ αὐτοφώρου πλημμελειοδικείου ὁ συλληφθεὶς ὁπλοφορῶν. [453, 716, 627, 764]
doctor-name: ΔΡ ΝΙΚΟΛΑΟΣ ΓΑΛΑΝΟΣ [662, 1165, 795, 1177]
headline: ΕΞΑΙΡΕΤΑΙ ΥΠΟ ΤΩΝ ΣΕΝΩ Η ΣΥΝΕΧΗΣ ΜΕΙΩΣΙΣ ΤΗΣ ΑΝΕΡΓΙΑΣ ΕΙΣ ΤΗΝ ΕΛΛΑΔΑ [1395, 307, 1565, 346]
doctor-name: ΘΕΟΛΟΓΟΣ Ν. ΠΑΝΙΔΗΣ [662, 1341, 794, 1352]
doctor-specialty: ΟΦΘΑΛΜΙΑΤΡΟΣ [691, 1118, 765, 1130]
article-body: Αἱ αἰτήσεις ὑποβάλλονται εἰς τὰς ὑγειονομικὰς ὑπηρεσίας μετὰ τῶν ἀπαραιτήτων δικαιολογητικῶν. Οἱ παραβάται τιμωροῦνται διὰ χρηματικῆς ποινῆς καὶ σφραγίσεως τοῦ καταστήματος. Πληροφορίαι τηλ. 520-440. [923, 946, 1203, 994]
subheading: ΠΟΛΕΟΔΟΜΙΑ [6, 372, 83, 385]
doctor-listing [829, 1174, 1015, 1203]
headline-deck: ΔΙΑΚΟΣΜΗΤΙΚΗ ΚΑΙ ΠΟΛΕΟΔΟΜΙΑ.— ΧΟΡΗΓΗΣΙΣ ΙΤΑΛΙΚΩΝ ΥΠΟΤΡΟΦΙΩΝ.— ΠΡΑΚΤΙΚΑΙ ΠΤΥΧΙΑΚΑΙ ΙΑΤΡΙΚΗΣ.— ΕΞΕΤΑΣΕΙΣ ΑΡΧΑΙΟΛΟΓΙΑΣ [12, 142, 439, 191]
article-body: Τὸ ἐργαστήριον συστηματικῆς βοτανικῆς ἀνακοινοῖ τὸ πρόγραμμα τῶν ἐξετάσεων τοῦ ἐαρινοῦ ἑξαμήνου διὰ τοὺς φοιτητὰς τοῦ φυσικοῦ τμήματος. [229, 367, 445, 404]
deposit-label: ΜΕ ΠΡΟΚΑΤΑΒΟΛΗ ΔΡΧ. [1055, 1942, 1369, 1968]
subheading: ΑΡΧΑΙΟΛΟΓΙΑ [229, 263, 307, 275]
ad-line: ΕΙΣΙΤΗΡΙΑ [1437, 2144, 1523, 2165]
